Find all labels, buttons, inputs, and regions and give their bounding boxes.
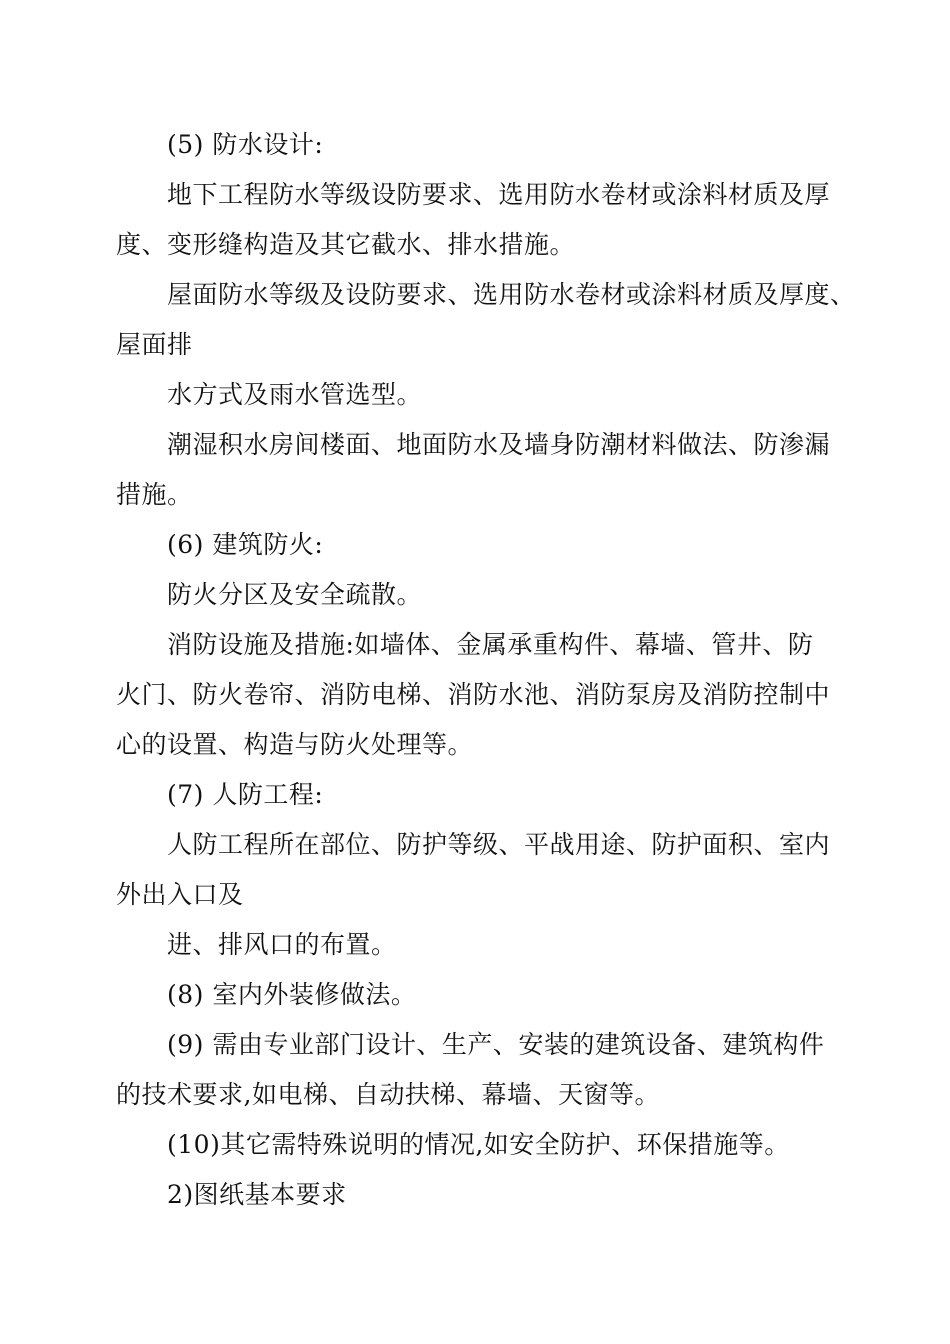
text-line: 的技术要求,如电梯、自动扶梯、幕墙、天窗等。 xyxy=(116,1080,660,1109)
text-line: 人防工程所在部位、防护等级、平战用途、防护面积、室内 xyxy=(167,830,831,859)
text-line: (6) 建筑防火: xyxy=(167,530,324,559)
text-line: 进、排风口的布置。 xyxy=(167,930,397,959)
text-line: 潮湿积水房间楼面、地面防水及墙身防潮材料做法、防渗漏 xyxy=(167,430,831,459)
text-line: 度、变形缝构造及其它截水、排水措施。 xyxy=(116,230,576,259)
text-line: (7) 人防工程: xyxy=(167,780,324,809)
text-line: (10)其它需特殊说明的情况,如安全防护、环保措施等。 xyxy=(167,1130,790,1159)
text-line: 心的设置、构造与防火处理等。 xyxy=(116,730,474,759)
text-line: 屋面防水等级及设防要求、选用防水卷材或涂料材质及厚度、 xyxy=(167,280,856,309)
text-line: 2)图纸基本要求 xyxy=(167,1180,347,1209)
text-line: (8) 室内外装修做法。 xyxy=(167,980,417,1009)
text-line: 防火分区及安全疏散。 xyxy=(167,580,423,609)
text-line: 屋面排 xyxy=(116,330,193,359)
text-line: 措施。 xyxy=(116,480,193,509)
text-line: (9) 需由专业部门设计、生产、安装的建筑设备、建筑构件 xyxy=(167,1030,825,1059)
document-body xyxy=(116,120,856,1220)
text-line: 火门、防火卷帘、消防电梯、消防水池、消防泵房及消防控制中 xyxy=(116,680,831,709)
text-line: 水方式及雨水管选型。 xyxy=(167,380,423,409)
text-line: 地下工程防水等级设防要求、选用防水卷材或涂料材质及厚 xyxy=(167,180,831,209)
text-line: (5) 防水设计: xyxy=(167,130,324,159)
text-line: 外出入口及 xyxy=(116,880,244,909)
text-line: 消防设施及措施:如墙体、金属承重构件、幕墙、管井、防 xyxy=(167,630,814,659)
